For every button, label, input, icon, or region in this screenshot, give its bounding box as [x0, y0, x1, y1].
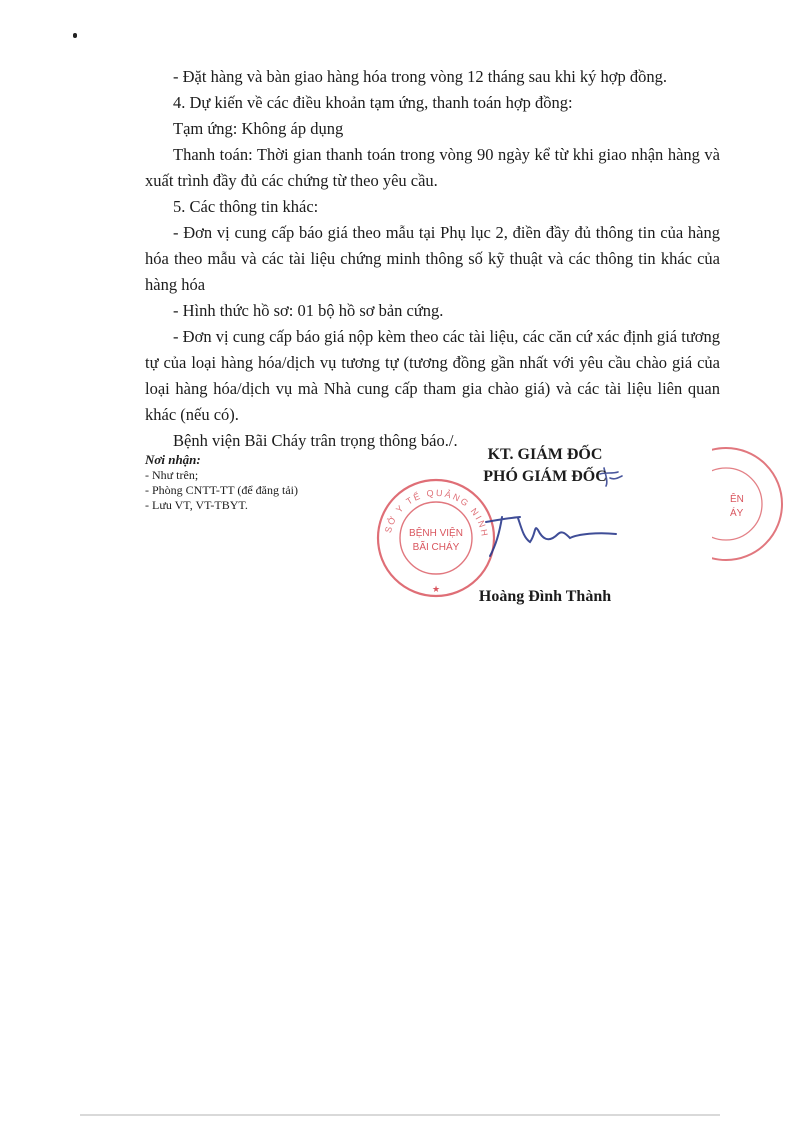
paragraph-delivery: - Đặt hàng và bàn giao hàng hóa trong vòng 12 tháng sau khi ký hợp đồng. [173, 67, 668, 86]
partial-stamp [712, 444, 792, 564]
stamp-center-line2: BÃI CHÁY [412, 542, 460, 553]
paragraph-dossier-form: - Hình thức hồ sơ: 01 bộ hồ sơ bản cứng. [173, 301, 444, 320]
paragraph-quote-form: - Đơn vị cung cấp báo giá theo mẫu tại Phụ lục 2, điền đầy đủ thông tin của hàng hóa theo mẫu và các tài liệu chứng minh thông số kỹ thuật và các thông tin khác của hàng hóa [145, 223, 720, 294]
partial-stamp-line2: ÁY [730, 508, 744, 519]
stamp-star-glyph: ★ [431, 584, 441, 594]
stamp-ring-text: SỞ Y TẾ QUẢNG NINH [382, 487, 490, 539]
document-body [145, 64, 720, 454]
paragraph-advance: Tạm ứng: Không áp dụng [173, 119, 344, 138]
scan-speck [73, 33, 77, 38]
signer-title-line1: KT. GIÁM ĐỐC [487, 446, 603, 463]
receivers-heading: Nơi nhận: [145, 452, 201, 467]
paragraph-closing: Bệnh viện Bãi Cháy trân trọng thông báo./. [173, 431, 458, 450]
receiver-item: - Lưu VT, VT-TBYT. [145, 498, 248, 512]
signer-name: Hoàng Đình Thành [478, 588, 612, 605]
paragraph-attachments: - Đơn vị cung cấp báo giá nộp kèm theo các tài liệu, các căn cứ xác định giá tương tự của loại hàng hóa/dịch vụ tương tự (tương đồng gần nhất với yêu cầu chào giá của loại hàng hóa/dịch vụ mà Nhà cung cấp tham gia chào giá) và các tài liệu liên quan khác (nếu có). [145, 327, 720, 424]
receiver-item: - Như trên; [145, 468, 199, 482]
receiver-item: - Phòng CNTT-TT (để đăng tải) [145, 483, 298, 497]
heading-other-info: 5. Các thông tin khác: [173, 197, 319, 216]
scan-edge-shadow [80, 1114, 720, 1116]
partial-stamp-line1: ÊN [730, 494, 744, 505]
receivers-block [145, 452, 405, 513]
stamp-center-line1: BỆNH VIỆN [409, 528, 463, 539]
signer-title-line2: PHÓ GIÁM ĐỐC [483, 468, 607, 485]
paragraph-payment: Thanh toán: Thời gian thanh toán trong vòng 90 ngày kể từ khi giao nhận hàng và xuất trình đầy đủ các chứng từ theo yêu cầu. [145, 145, 720, 190]
heading-payment-terms: 4. Dự kiến về các điều khoản tạm ứng, thanh toán hợp đồng: [173, 93, 573, 112]
